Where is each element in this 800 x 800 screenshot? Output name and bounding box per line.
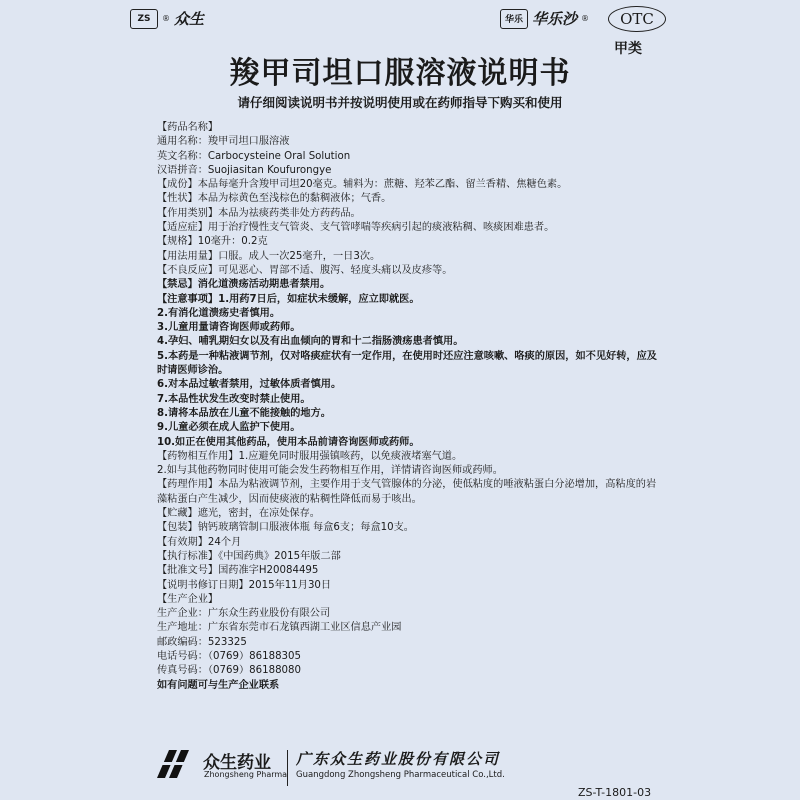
text-line: 如有问题可与生产企业联系 (157, 679, 280, 691)
text-line: 7.本品性状发生改变时禁止使用。 (157, 393, 311, 405)
company-full-name: 广东众生药业股份有限公司 (296, 750, 501, 768)
document-title: 羧甲司坦口服溶液说明书 (229, 56, 571, 91)
leaflet-header (0, 0, 800, 112)
zhongsheng-logo-icon: ZS (130, 9, 158, 29)
text-line: 【性状】本品为棕黄色至浅棕色的黏稠液体；气香。 (157, 193, 392, 205)
company-short-name-en: Zhongsheng Pharma (204, 770, 288, 779)
text-line: 【包装】钠钙玻璃管制口服液体瓶 每盒6支；每盒10支。 (157, 522, 414, 534)
text-line: 传真号码：（0769）86188080 (157, 665, 301, 677)
text-line: 【批准文号】国药准字H20084495 (157, 565, 319, 577)
text-line: 4.孕妇、哺乳期妇女以及有出血倾向的胃和十二指肠溃疡患者慎用。 (157, 336, 464, 348)
text-line: 生产企业：广东众生药业股份有限公司 (157, 608, 331, 620)
brand-right (500, 8, 589, 29)
hualesha-logo-icon: 华乐 (500, 9, 528, 29)
text-line: 生产地址：广东省东莞市石龙镇西湖工业区信息产业园 (157, 622, 402, 634)
text-line: 【规格】10毫升：0.2克 (157, 236, 268, 248)
text-line: 【说明书修订日期】2015年11月30日 (157, 579, 332, 591)
zhongsheng-pharma-logo-icon (155, 748, 193, 780)
text-line: 3.儿童用量请咨询医师或药师。 (157, 322, 301, 334)
text-line: 【有效期】24个月 (157, 536, 242, 548)
text-line: 【禁忌】消化道溃疡活动期患者禁用。 (157, 279, 331, 291)
text-line: 【作用类别】本品为祛痰药类非处方药药品。 (157, 207, 361, 219)
text-line: 9.儿童必须在成人监护下使用。 (157, 422, 301, 434)
brand-right-name: 华乐沙 (532, 10, 578, 28)
text-line: 汉语拼音：Suojiasitan Koufurongye (157, 164, 332, 176)
text-line: 邮政编码：523325 (157, 636, 247, 648)
text-line: 2.如与其他药物同时使用可能会发生药物相互作用，详情请咨询医师或药师。 (157, 465, 503, 477)
text-line: 通用名称：羧甲司坦口服溶液 (157, 136, 290, 148)
document-code: ZS-T-1801-03 (578, 786, 652, 799)
company-short-name: 众生药业 (203, 753, 271, 773)
otc-badge: OTC (608, 6, 666, 32)
text-line: 英文名称：Carbocysteine Oral Solution (157, 150, 351, 162)
document-subtitle: 请仔细阅读说明书并按说明使用或在药师指导下购买和使用 (237, 95, 563, 110)
company-full-name-en: Guangdong Zhongsheng Pharmaceutical Co.,Ltd. (296, 770, 505, 780)
text-line: 【执行标准】《中国药典》2015年版二部 (157, 550, 341, 562)
text-line: 8.请将本品放在儿童不能接触的地方。 (157, 407, 331, 419)
leaflet-footer (0, 740, 800, 800)
registered-mark: ® (162, 14, 170, 23)
text-line: 电话号码：（0769）86188305 (157, 650, 301, 662)
text-line: 2.有消化道溃疡史者慎用。 (157, 307, 281, 319)
text-line: 【注意事项】1.用药7日后，如症状未缓解，应立即就医。 (157, 293, 420, 305)
text-line: 5.本药是一种粘液调节剂，仅对咯痰症状有一定作用，在使用时还应注意咳嗽、咯痰的原因，如不见好转，应及时请医师诊治。 (157, 350, 657, 377)
brand-left-name: 众生 (174, 10, 205, 28)
text-line: 10.如正在使用其他药品，使用本品前请咨询医师或药师。 (157, 436, 420, 448)
text-line: 【用法用量】口服。成人一次25毫升，一日3次。 (157, 250, 381, 262)
section-heading: 【生产企业】 (157, 593, 219, 605)
text-line: 6.对本品过敏者禁用，过敏体质者慎用。 (157, 379, 342, 391)
text-line: 【成份】本品每毫升含羧甲司坦20毫克。辅料为：蔗糖、羟苯乙酯、留兰香精、焦糖色素。 (157, 179, 568, 191)
text-line: 【药物相互作用】1.应避免同时服用强镇咳药，以免痰液堵塞气道。 (157, 450, 463, 462)
text-line: 【药理作用】本品为粘液调节剂，主要作用于支气管腺体的分泌，使低粘度的唾液粘蛋白分泌增加，高粘度的岩藻粘蛋白产生减少，因而使痰液的粘稠性降低而易于咳出。 (157, 479, 657, 505)
text-line: 【不良反应】可见恶心、胃部不适、腹泻、轻度头痛以及皮疹等。 (157, 264, 453, 276)
text-line: 【适应症】用于治疗慢性支气管炎、支气管哮喘等疾病引起的痰液粘稠、咳痰困难患者。 (157, 222, 555, 234)
otc-class-label: 甲类 (614, 41, 642, 57)
footer-divider (287, 750, 288, 786)
brand-left (130, 8, 204, 29)
leaflet-body (157, 121, 663, 693)
text-line: 【贮藏】遮光，密封，在凉处保存。 (157, 508, 320, 520)
registered-mark: ® (581, 14, 590, 23)
section-heading: 【药品名称】 (157, 122, 219, 133)
